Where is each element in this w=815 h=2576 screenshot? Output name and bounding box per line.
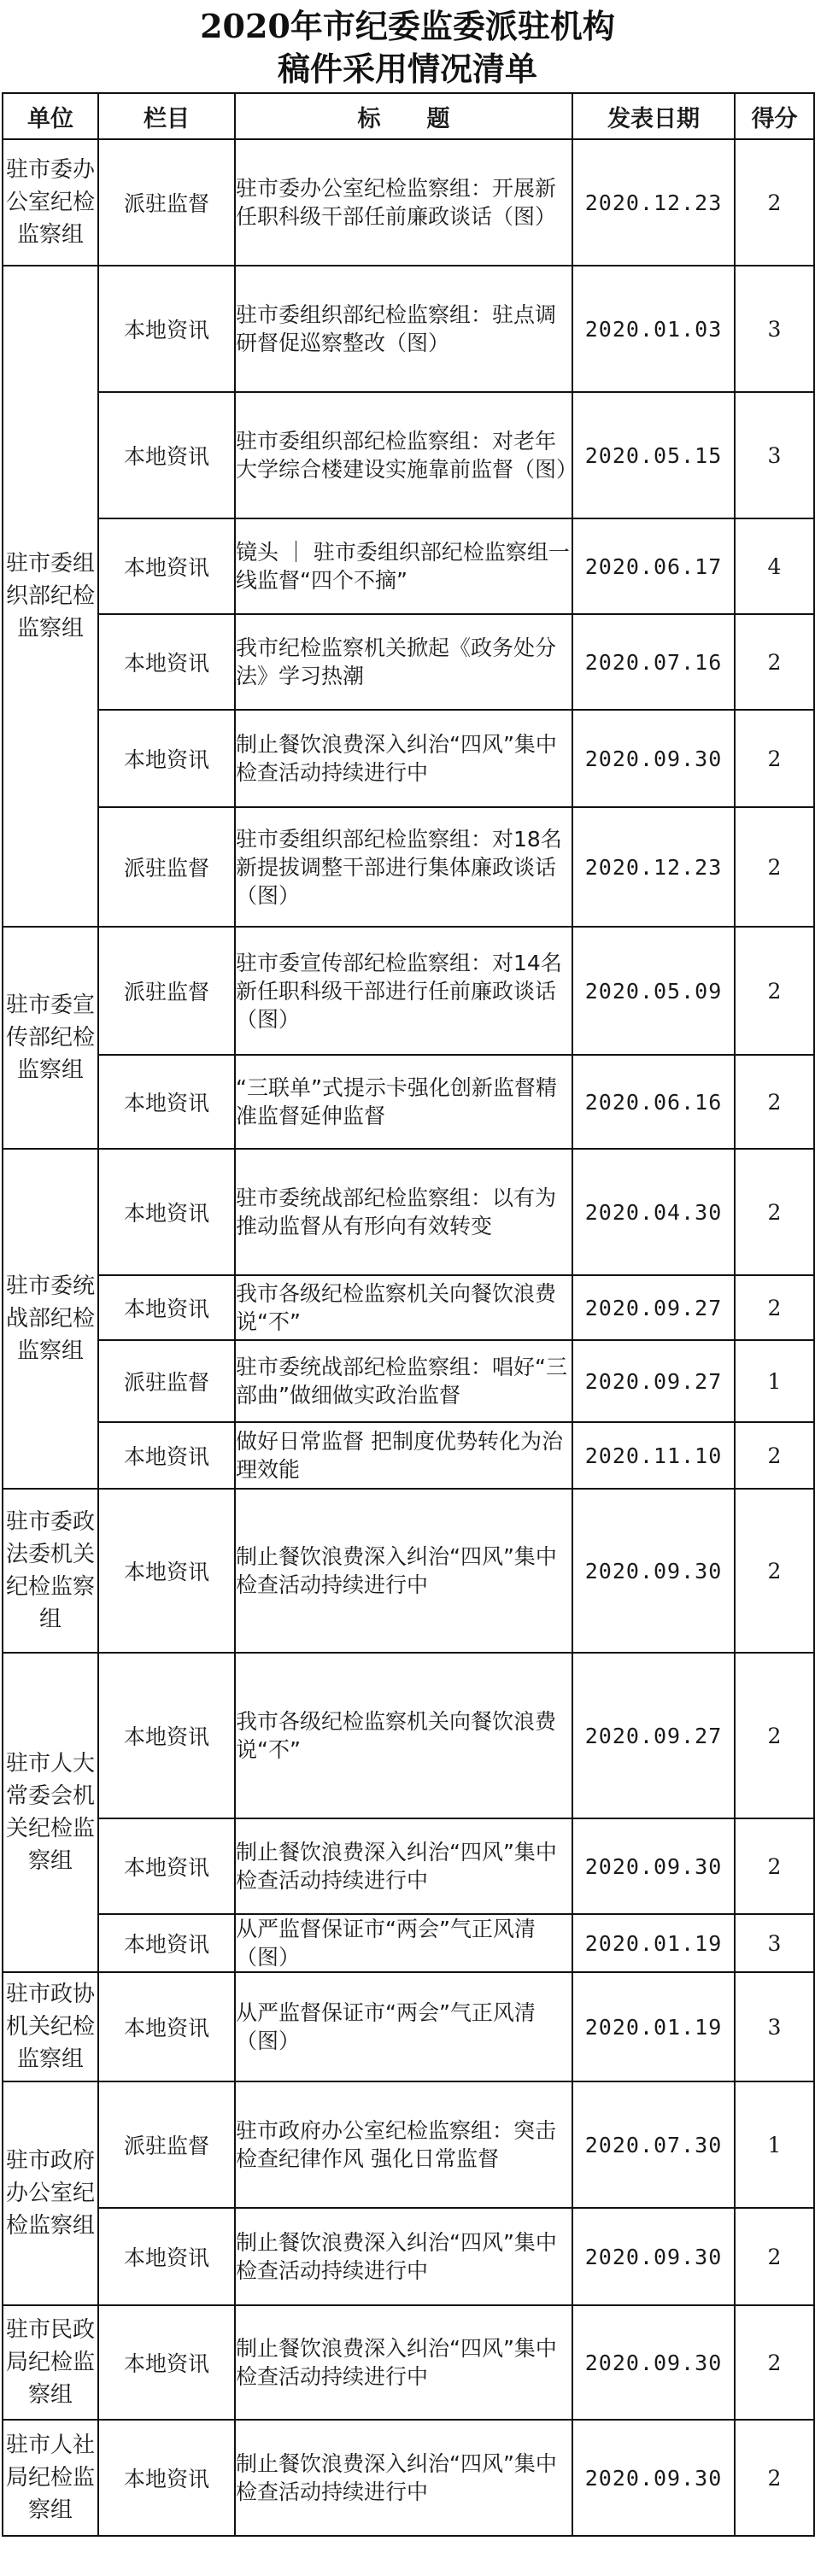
title-cell: 驻市委统战部纪检监察组：以有为推动监督从有形向有效转变 xyxy=(235,1149,572,1275)
unit-cell: 驻市民政局纪检监察组 xyxy=(3,2305,98,2420)
table-row xyxy=(3,710,814,807)
table-row xyxy=(3,1914,814,1972)
table-row xyxy=(3,1818,814,1914)
table-row xyxy=(3,139,814,266)
column-cell: 本地资讯 xyxy=(98,1422,235,1489)
score-cell: 2 xyxy=(735,807,814,927)
unit-cell: 驻市委宣传部纪检监察组 xyxy=(3,927,98,1149)
unit-cell: 驻市人大常委会机关纪检监察组 xyxy=(3,1653,98,1972)
score-cell: 1 xyxy=(735,1340,814,1422)
score-cell: 2 xyxy=(735,2420,814,2536)
table-row xyxy=(3,518,814,614)
date-cell: 2020.04.30 xyxy=(572,1149,735,1275)
unit-cell: 驻市政协机关纪检监察组 xyxy=(3,1972,98,2081)
date-cell: 2020.09.30 xyxy=(572,2208,735,2305)
date-cell: 2020.09.30 xyxy=(572,1489,735,1653)
date-cell: 2020.09.30 xyxy=(572,2420,735,2536)
date-cell: 2020.01.19 xyxy=(572,1914,735,1972)
column-cell: 本地资讯 xyxy=(98,1275,235,1340)
header-title: 标 题 xyxy=(235,93,572,139)
title-cell: 制止餐饮浪费深入纠治“四风”集中检查活动持续进行中 xyxy=(235,710,572,807)
score-cell: 2 xyxy=(735,2305,814,2420)
date-cell: 2020.01.03 xyxy=(572,266,735,392)
unit-cell: 驻市委政法委机关纪检监察组 xyxy=(3,1489,98,1653)
title-cell: 我市各级纪检监察机关向餐饮浪费说“不” xyxy=(235,1275,572,1340)
column-cell: 派驻监督 xyxy=(98,139,235,266)
title-cell: 制止餐饮浪费深入纠治“四风”集中检查活动持续进行中 xyxy=(235,1489,572,1653)
title-cell: 驻市委组织部纪检监察组：对18名新提拔调整干部进行集体廉政谈话（图） xyxy=(235,807,572,927)
date-cell: 2020.06.16 xyxy=(572,1055,735,1149)
column-cell: 本地资讯 xyxy=(98,1653,235,1818)
title-cell: 镜头 ｜ 驻市委组织部纪检监察组一线监督“四个不摘” xyxy=(235,518,572,614)
score-cell: 2 xyxy=(735,710,814,807)
score-cell: 2 xyxy=(735,1489,814,1653)
date-cell: 2020.09.27 xyxy=(572,1653,735,1818)
header-date: 发表日期 xyxy=(572,93,735,139)
score-cell: 3 xyxy=(735,266,814,392)
column-cell: 本地资讯 xyxy=(98,266,235,392)
title-cell: 做好日常监督 把制度优势转化为治理效能 xyxy=(235,1422,572,1489)
table-row xyxy=(3,807,814,927)
score-cell: 2 xyxy=(735,1055,814,1149)
score-cell: 3 xyxy=(735,1972,814,2081)
table-row xyxy=(3,2420,814,2536)
table-row xyxy=(3,2081,814,2208)
header-column: 栏目 xyxy=(98,93,235,139)
column-cell: 派驻监督 xyxy=(98,927,235,1055)
column-cell: 本地资讯 xyxy=(98,2305,235,2420)
score-cell: 2 xyxy=(735,2208,814,2305)
page-subtitle: 稿件采用情况清单 xyxy=(277,50,537,88)
table-row xyxy=(3,1489,814,1653)
title-cell: 驻市委办公室纪检监察组：开展新任职科级干部任前廉政谈话（图） xyxy=(235,139,572,266)
date-cell: 2020.09.30 xyxy=(572,1818,735,1914)
title-cell: 驻市委宣传部纪检监察组：对14名新任职科级干部进行任前廉政谈话（图） xyxy=(235,927,572,1055)
column-cell: 派驻监督 xyxy=(98,2081,235,2208)
score-cell: 2 xyxy=(735,1422,814,1489)
column-cell: 本地资讯 xyxy=(98,392,235,518)
table-row xyxy=(3,266,814,392)
score-cell: 2 xyxy=(735,1275,814,1340)
score-cell: 2 xyxy=(735,614,814,710)
table-row xyxy=(3,2208,814,2305)
unit-cell: 驻市委统战部纪检监察组 xyxy=(3,1149,98,1489)
table-row xyxy=(3,2305,814,2420)
column-cell: 本地资讯 xyxy=(98,1149,235,1275)
manuscript-table xyxy=(2,92,815,2537)
table-row xyxy=(3,1340,814,1422)
date-cell: 2020.07.30 xyxy=(572,2081,735,2208)
title-cell: 我市纪检监察机关掀起《政务处分法》学习热潮 xyxy=(235,614,572,710)
date-cell: 2020.09.30 xyxy=(572,2305,735,2420)
title-cell: 制止餐饮浪费深入纠治“四风”集中检查活动持续进行中 xyxy=(235,2420,572,2536)
date-cell: 2020.09.27 xyxy=(572,1340,735,1422)
title-cell: 驻市委统战部纪检监察组：唱好“三部曲”做细做实政治监督 xyxy=(235,1340,572,1422)
date-cell: 2020.12.23 xyxy=(572,139,735,266)
title-cell: “三联单”式提示卡强化创新监督精准监督延伸监督 xyxy=(235,1055,572,1149)
column-cell: 本地资讯 xyxy=(98,2208,235,2305)
score-cell: 3 xyxy=(735,1914,814,1972)
score-cell: 2 xyxy=(735,1653,814,1818)
unit-cell: 驻市人社局纪检监察组 xyxy=(3,2420,98,2536)
score-cell: 2 xyxy=(735,927,814,1055)
title-cell: 驻市委组织部纪检监察组：驻点调研督促巡察整改（图） xyxy=(235,266,572,392)
score-cell: 2 xyxy=(735,1818,814,1914)
score-cell: 4 xyxy=(735,518,814,614)
table-row xyxy=(3,1149,814,1275)
date-cell: 2020.09.30 xyxy=(572,710,735,807)
column-cell: 本地资讯 xyxy=(98,1914,235,1972)
score-cell: 1 xyxy=(735,2081,814,2208)
table-row xyxy=(3,1055,814,1149)
score-cell: 2 xyxy=(735,1149,814,1275)
title-cell: 我市各级纪检监察机关向餐饮浪费说“不” xyxy=(235,1653,572,1818)
score-cell: 3 xyxy=(735,392,814,518)
column-cell: 本地资讯 xyxy=(98,614,235,710)
unit-cell: 驻市委组织部纪检监察组 xyxy=(3,266,98,927)
column-cell: 本地资讯 xyxy=(98,1972,235,2081)
page-title: 2020年市纪委监委派驻机构 xyxy=(200,7,615,45)
table-row xyxy=(3,392,814,518)
title-cell: 从严监督保证市“两会”气正风清（图） xyxy=(235,1972,572,2081)
table-row xyxy=(3,1653,814,1818)
table-body xyxy=(3,139,814,2536)
date-cell: 2020.05.15 xyxy=(572,392,735,518)
title-cell: 从严监督保证市“两会”气正风清（图） xyxy=(235,1914,572,1972)
table-header-row xyxy=(3,93,814,139)
column-cell: 派驻监督 xyxy=(98,807,235,927)
column-cell: 本地资讯 xyxy=(98,710,235,807)
date-cell: 2020.09.27 xyxy=(572,1275,735,1340)
column-cell: 本地资讯 xyxy=(98,2420,235,2536)
table-row xyxy=(3,1422,814,1489)
unit-cell: 驻市政府办公室纪检监察组 xyxy=(3,2081,98,2305)
column-cell: 本地资讯 xyxy=(98,1489,235,1653)
date-cell: 2020.01.19 xyxy=(572,1972,735,2081)
date-cell: 2020.12.23 xyxy=(572,807,735,927)
column-cell: 本地资讯 xyxy=(98,1818,235,1914)
date-cell: 2020.11.10 xyxy=(572,1422,735,1489)
table-row xyxy=(3,1972,814,2081)
table-row xyxy=(3,927,814,1055)
title-cell: 制止餐饮浪费深入纠治“四风”集中检查活动持续进行中 xyxy=(235,1818,572,1914)
table-row xyxy=(3,614,814,710)
unit-cell: 驻市委办公室纪检监察组 xyxy=(3,139,98,266)
title-cell: 制止餐饮浪费深入纠治“四风”集中检查活动持续进行中 xyxy=(235,2208,572,2305)
score-cell: 2 xyxy=(735,139,814,266)
column-cell: 本地资讯 xyxy=(98,1055,235,1149)
date-cell: 2020.06.17 xyxy=(572,518,735,614)
title-cell: 驻市委组织部纪检监察组：对老年大学综合楼建设实施靠前监督（图） xyxy=(235,392,572,518)
table-row xyxy=(3,1275,814,1340)
date-cell: 2020.07.16 xyxy=(572,614,735,710)
date-cell: 2020.05.09 xyxy=(572,927,735,1055)
column-cell: 派驻监督 xyxy=(98,1340,235,1422)
title-cell: 制止餐饮浪费深入纠治“四风”集中检查活动持续进行中 xyxy=(235,2305,572,2420)
header-unit: 单位 xyxy=(3,93,98,139)
title-cell: 驻市政府办公室纪检监察组：突击检查纪律作风 强化日常监督 xyxy=(235,2081,572,2208)
column-cell: 本地资讯 xyxy=(98,518,235,614)
header-score: 得分 xyxy=(735,93,814,139)
